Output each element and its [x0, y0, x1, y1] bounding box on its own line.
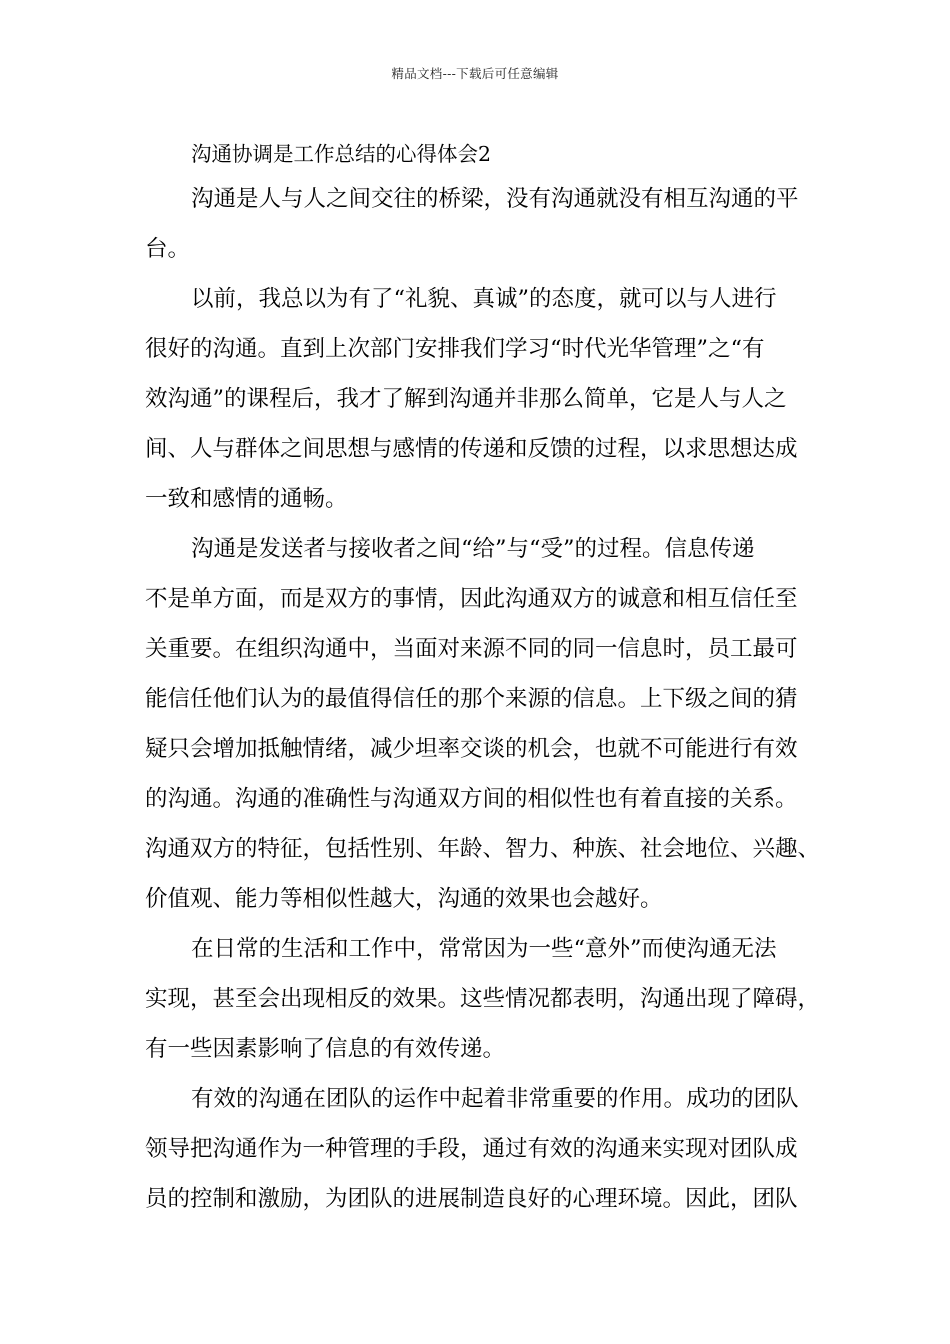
text-line: 效沟通”的课程后，我才了解到沟通并非那么简单，它是人与人之 — [145, 386, 787, 412]
text-line: 实现，甚至会出现相反的效果。这些情况都表明，沟通出现了障碍， — [145, 986, 821, 1012]
text-line: 关重要。在组织沟通中，当面对来源不同的同一信息时，员工最可 — [145, 636, 798, 662]
text-line: 一致和感情的通畅。 — [145, 486, 348, 512]
text-line: 不是单方面，而是双方的事情，因此沟通双方的诚意和相互信任至 — [145, 586, 798, 612]
text-line: 价值观、能力等相似性越大，沟通的效果也会越好。 — [145, 886, 663, 912]
text-line: 以前，我总以为有了“礼貌、真诚”的态度，就可以与人进行 — [191, 286, 777, 312]
text-line: 能信任他们认为的最值得信任的那个来源的信息。上下级之间的猜 — [145, 686, 798, 712]
text-line: 领导把沟通作为一种管理的手段，通过有效的沟通来实现对团队成 — [145, 1136, 798, 1162]
text-line: 有效的沟通在团队的运作中起着非常重要的作用。成功的团队 — [191, 1086, 799, 1112]
text-line: 间、人与群体之间思想与感情的传递和反馈的过程，以求思想达成 — [145, 436, 798, 462]
text-line: 很好的沟通。直到上次部门安排我们学习“时代光华管理”之“有 — [145, 336, 765, 362]
text-line: 有一些因素影响了信息的有效传递。 — [145, 1036, 506, 1062]
page-header: 精品文档---下载后可任意编辑 — [391, 66, 559, 81]
text-line: 沟通是人与人之间交往的桥梁，没有沟通就没有相互沟通的平 — [191, 186, 799, 212]
text-line: 在日常的生活和工作中，常常因为一些“意外”而使沟通无法 — [191, 936, 777, 962]
text-line: 疑只会增加抵触情绪，减少坦率交谈的机会，也就不可能进行有效 — [145, 736, 798, 762]
text-line: 的沟通。沟通的准确性与沟通双方间的相似性也有着直接的关系。 — [145, 786, 798, 812]
text-line: 沟通是发送者与接收者之间“给”与“受”的过程。信息传递 — [191, 536, 755, 562]
text-line: 员的控制和激励，为团队的进展制造良好的心理环境。因此，团队 — [145, 1186, 798, 1212]
document-title: 沟通协调是工作总结的心得体会2 — [191, 142, 492, 166]
text-line: 台。 — [145, 236, 191, 262]
text-line: 沟通双方的特征，包括性别、年龄、智力、种族、社会地位、兴趣、 — [145, 836, 821, 862]
